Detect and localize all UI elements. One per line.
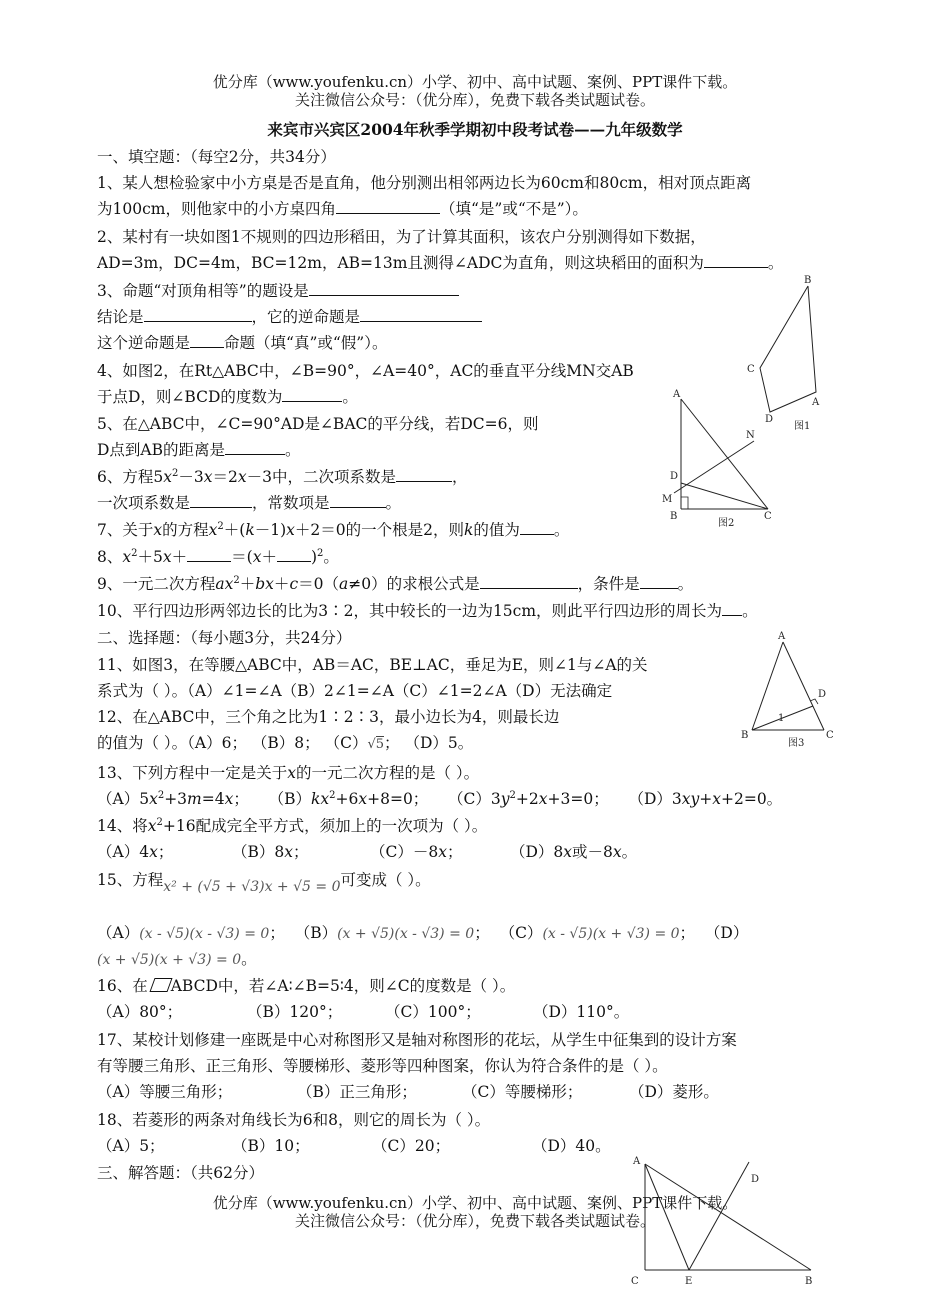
- q13-option-c[interactable]: $(C)3y^2+2x+3=0$；: [448, 790, 609, 808]
- fig3-label-d: D: [818, 689, 827, 700]
- header-line-2: 关注微信公众号：（优分库），免费下载各类试题试卷。: [294, 91, 655, 109]
- fig3-label-a: A: [778, 631, 786, 642]
- q2-line-1: 2、某村有一块如图1不规则的四边形稻田，为了计算其面积，该农户分别测得如下数据，: [97, 228, 706, 246]
- q15-options-line-1: [97, 922, 748, 945]
- q2-line-2: AD=3m，DC=4m，BC=12m，AB=13m且测得∠ADC为直角，则这块稻田的面积为 。: [97, 254, 784, 272]
- section-choice: 二、选择题：（每小题3分，共24分）: [97, 629, 352, 647]
- q15-option-d[interactable]: (x + √5)(x + √3) = 0: [97, 952, 242, 968]
- q16-option-b[interactable]: （B）120°；: [247, 1003, 343, 1021]
- fig2-label-a: A: [673, 389, 681, 400]
- q15-options-line-2: (x + √5)(x + √3) = 0。: [97, 950, 257, 968]
- header-line-1: 优分库（www.youfenku.cn）小学、初中、高中试题、案例、PPT课件下载。: [212, 73, 738, 91]
- fig4-label-e: E: [685, 1276, 693, 1287]
- q11-line-1: 11、如图3，在等腰△ABC中，AB＝AC，BE⊥AC，垂足为E，则∠1与∠A的关: [97, 656, 648, 674]
- q17-option-b[interactable]: （B）正三角形；: [297, 1083, 417, 1101]
- q14-option-c[interactable]: （C）－8x；: [370, 843, 463, 861]
- q3-blank-premise[interactable]: [309, 280, 459, 296]
- figure-2: [660, 385, 770, 535]
- q15-option-d-label[interactable]: （D）: [704, 924, 749, 942]
- q17-options: [97, 1081, 719, 1103]
- q13-option-b[interactable]: $(B)kx^2+6x+8=0$；: [268, 790, 429, 808]
- q8-line: 8、$x^2+5x+ =(x+ )^2$。: [97, 548, 339, 566]
- q2-blank[interactable]: [704, 252, 768, 268]
- fig1-label-b: B: [804, 275, 812, 286]
- fig1-label-c: C: [747, 364, 755, 375]
- q16-option-d[interactable]: （D）110°。: [533, 1003, 630, 1021]
- fig2-label-n: N: [746, 430, 755, 441]
- q13-line: 13、下列方程中一定是关于x的一元二次方程的是（ ）。: [97, 764, 480, 782]
- fig4-label-b: B: [805, 1276, 813, 1287]
- q3-blank-conclusion[interactable]: [144, 306, 252, 322]
- q5-line-1: 5、在△ABC中，∠C=90°AD是∠BAC的平分线，若DC=6，则: [97, 415, 539, 433]
- q13-options: [97, 788, 782, 810]
- q5-blank[interactable]: [225, 439, 285, 455]
- q3-blank-truth[interactable]: [190, 332, 224, 348]
- fig4-label-a: A: [633, 1156, 641, 1167]
- q14-option-b[interactable]: （B）8x；: [232, 843, 309, 861]
- q14-option-a[interactable]: （A）4x；: [97, 843, 174, 861]
- fig2-label-c: C: [764, 511, 772, 522]
- q7-blank[interactable]: [520, 519, 554, 535]
- q4-blank[interactable]: [282, 386, 342, 402]
- q6-blank-linear[interactable]: [190, 492, 252, 508]
- fig1-label-d: D: [765, 414, 774, 425]
- q15-option-b[interactable]: （B）(x + √5)(x - √3) = 0；: [294, 924, 490, 942]
- fig3-label-1: 1: [778, 713, 785, 724]
- q16-line: 16、在 ABCD中，若∠A∶∠B=5∶4，则∠C的度数是（ ）。: [97, 977, 516, 995]
- q15-option-a[interactable]: （A）(x - √5)(x - √3) = 0；: [97, 924, 285, 942]
- section-solutions: 三、解答题：（共62分）: [97, 1164, 264, 1182]
- q3-line-1: 3、命题“对顶角相等”的题设是: [97, 280, 459, 302]
- q12-line-2: 的值为（ ）。（A）6； （B）8； （C）√5； （D）5。: [97, 734, 474, 752]
- fig1-caption: 图1: [794, 421, 811, 432]
- q7-line: 7、关于x的方程$x^2+(k-1)x+2=0$的一个根是2，则k的值为 。: [97, 521, 570, 539]
- q17-line-1: 17、某校计划修建一座既是中心对称图形又是轴对称图形的花坛，从学生中征集到的设计方案: [97, 1031, 737, 1049]
- q4-line-1: 4、如图2，在Rt△ABC中，∠B=90°，∠A=40°，AC的垂直平分线MN交AB: [97, 362, 634, 380]
- q15-line: 15、方程x² + (√5 + √3)x + √5 = 0可变成（ ）。: [97, 871, 431, 895]
- q14-options: [97, 841, 637, 863]
- fig3-caption: 图3: [788, 738, 805, 749]
- fig1-label-a: A: [812, 397, 820, 408]
- q6-line-2: 一次项系数是 ，常数项是 。: [97, 494, 402, 512]
- q9-line: 9、一元二次方程$ax^2+bx+c=0(a\ne 0)$的求根公式是 ，条件是 。: [97, 575, 694, 593]
- q8-blank-2[interactable]: [277, 546, 311, 562]
- q1-blank[interactable]: [336, 198, 440, 214]
- q9-blank-condition[interactable]: [640, 573, 678, 589]
- q1-line-2: 为100cm，则他家中的小方桌四角 （填“是”或“不是”）。: [97, 200, 588, 218]
- q6-blank-constant[interactable]: [330, 492, 386, 508]
- q17-option-c[interactable]: （C）等腰梯形；: [462, 1083, 583, 1101]
- fig2-caption: 图2: [718, 518, 735, 529]
- sqrt-5: √5: [367, 737, 385, 752]
- q18-option-c[interactable]: （C）20；: [372, 1137, 451, 1155]
- q15-option-c[interactable]: （C）(x - √5)(x + √3) = 0；: [499, 924, 696, 942]
- q5-line-2: D点到AB的距离是 。: [97, 441, 301, 459]
- fig3-label-b: B: [741, 730, 749, 741]
- fig3-label-c: C: [826, 730, 834, 741]
- section-fill-in: 一、填空题：（每空2分，共34分）: [97, 148, 336, 166]
- q3-line-3: 这个逆命题是 命题（填“真”或“假”）。: [97, 334, 388, 352]
- fig2-label-m: M: [662, 494, 673, 505]
- q1-line-1: 1、某人想检验家中小方桌是否是直角，他分别测出相邻两边长为60cm和80cm，相对顶点距离: [97, 174, 752, 192]
- q14-option-d[interactable]: （D）8x或－8x。: [510, 843, 638, 861]
- figure-3: [738, 628, 838, 753]
- q14-line: 14、将$x^2+16$配成完全平方式，须加上的一次项为（ ）。: [97, 817, 488, 835]
- q16-option-c[interactable]: （C）100°；: [385, 1003, 481, 1021]
- fig2-label-d: D: [670, 471, 679, 482]
- q8-blank-1[interactable]: [187, 546, 231, 562]
- q6-line-1: 6、方程$5x^2-3x=2x-3$中，二次项系数是 ，: [97, 468, 468, 486]
- figure-4: [625, 1150, 825, 1290]
- q18-option-b[interactable]: （B）10；: [232, 1137, 310, 1155]
- q6-blank-quadratic[interactable]: [396, 466, 452, 482]
- q18-options: [97, 1135, 611, 1157]
- q4-line-2: 于点D，则∠BCD的度数为 。: [97, 388, 358, 406]
- footer-line-1: 优分库（www.youfenku.cn）小学、初中、高中试题、案例、PPT课件下载。: [212, 1194, 738, 1212]
- footer-line-2: 关注微信公众号：（优分库），免费下载各类试题试卷。: [294, 1212, 655, 1230]
- parallelogram-icon: [149, 978, 172, 992]
- q17-line-2: 有等腰三角形、正三角形、等腰梯形、菱形等四种图案，你认为符合条件的是（ ）。: [97, 1057, 668, 1075]
- q11-line-2: 系式为（ ）。（A）∠1=∠A（B）2∠1=∠A（C）∠1=2∠A（D）无法确定: [97, 682, 613, 700]
- fig4-label-c: C: [631, 1276, 639, 1287]
- exam-title: 来宾市兴宾区2004年秋季学期初中段考试卷——九年级数学: [267, 120, 683, 139]
- q3-blank-converse[interactable]: [360, 306, 482, 322]
- q12-line-1: 12、在△ABC中，三个角之比为1∶2∶3，最小边长为4，则最长边: [97, 708, 560, 726]
- fig4-label-d: D: [751, 1174, 760, 1185]
- q16-option-a[interactable]: （A）80°；: [97, 1003, 183, 1021]
- q15-equation: x² + (√5 + √3)x + √5 = 0: [163, 879, 341, 895]
- fig2-label-b: B: [670, 511, 678, 522]
- q18-line: 18、若菱形的两条对角线长为6和8，则它的周长为（ ）。: [97, 1111, 491, 1129]
- q16-options: [97, 1001, 629, 1023]
- q10-line: 10、平行四边形两邻边长的比为3∶2，其中较长的一边为15cm，则此平行四边形的周长为 。: [97, 602, 758, 620]
- q17-option-a[interactable]: （A）等腰三角形；: [97, 1083, 233, 1101]
- q18-option-d[interactable]: （D）40。: [532, 1137, 611, 1155]
- q13-option-a[interactable]: $(A)5x^2+3m=4x$；: [97, 790, 249, 808]
- q3-line-2: 结论是 ，它的逆命题是: [97, 306, 482, 328]
- q13-option-d[interactable]: （D）3xy+x+2=0。: [628, 790, 783, 808]
- q17-option-d[interactable]: （D）菱形。: [629, 1083, 719, 1101]
- q9-blank-formula[interactable]: [480, 573, 578, 589]
- q18-option-a[interactable]: （A）5；: [97, 1137, 165, 1155]
- q10-blank[interactable]: [722, 600, 742, 616]
